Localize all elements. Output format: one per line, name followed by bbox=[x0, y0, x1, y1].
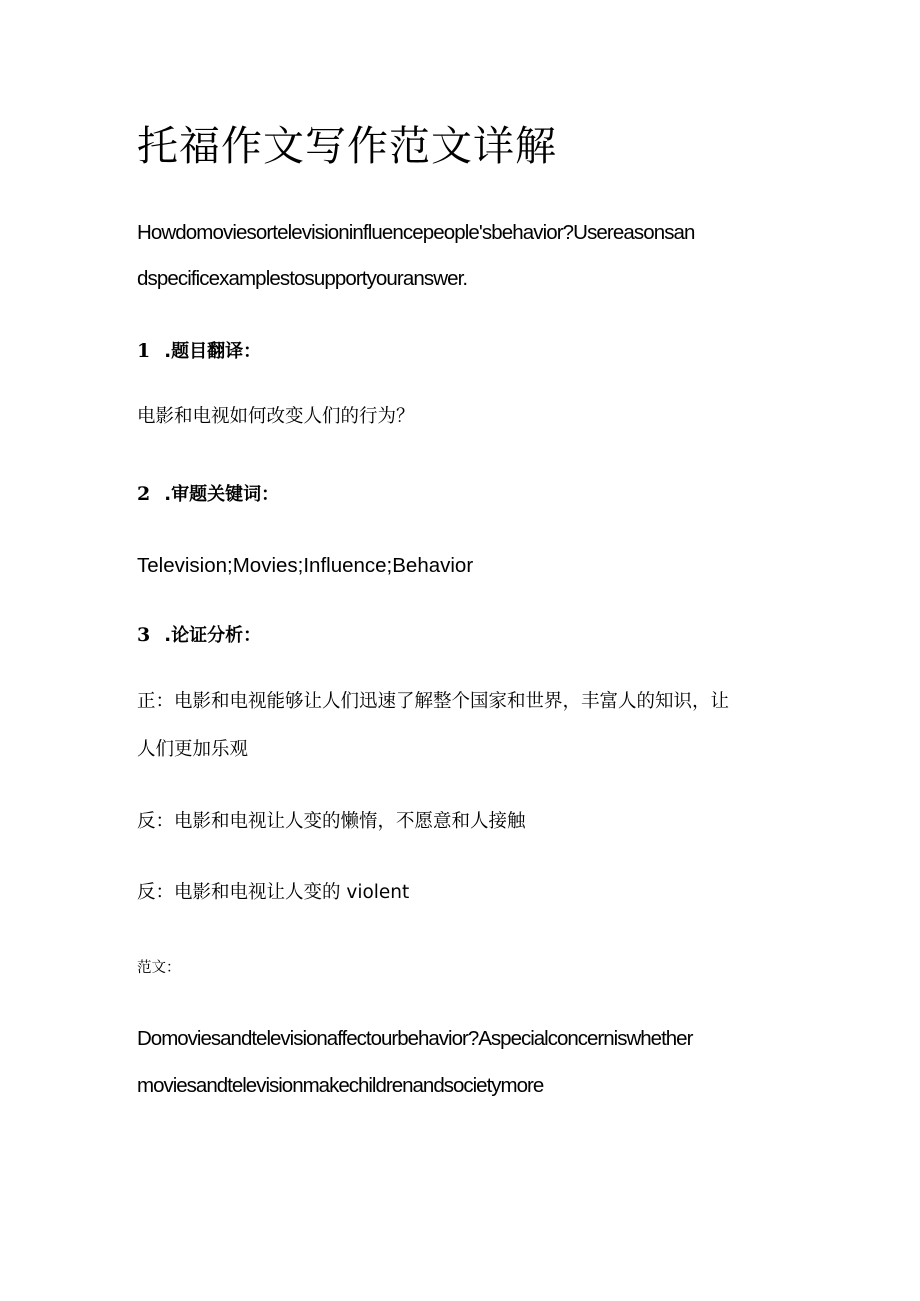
sample-essay-label: 范文： bbox=[137, 960, 181, 976]
section-heading-analysis bbox=[137, 622, 261, 649]
document-title: 托福作文写作范文详解 bbox=[137, 122, 557, 170]
keywords-text: Television;Movies;Influence;Behavior bbox=[137, 554, 474, 577]
section-number: 1 bbox=[137, 340, 151, 362]
section-number: 2 bbox=[137, 483, 151, 505]
essay-line: moviesandtelevisionmakechildrenandsocietymore bbox=[137, 1074, 544, 1097]
section-heading-translation bbox=[137, 338, 261, 365]
section-heading-keywords bbox=[137, 481, 279, 508]
analysis-point: 人们更加乐观 bbox=[137, 739, 249, 760]
section-heading-text: .审题关键词： bbox=[164, 484, 280, 505]
analysis-point: 正：电影和电视能够让人们迅速了解整个国家和世界，丰富人的知识，让 bbox=[137, 691, 730, 712]
analysis-point: 反：电影和电视让人变的 violent bbox=[137, 882, 410, 903]
translation-text: 电影和电视如何改变人们的行为？ bbox=[137, 406, 415, 427]
section-heading-text: .题目翻译： bbox=[164, 341, 262, 362]
prompt-line: dspecificexamplestosupportyouranswer. bbox=[137, 267, 468, 290]
section-number: 3 bbox=[137, 624, 151, 646]
analysis-point: 反：电影和电视让人变的懒惰，不愿意和人接触 bbox=[137, 811, 526, 832]
essay-line: Domoviesandtelevisionaffectourbehavior?Aspecialconcerniswhether bbox=[137, 1027, 693, 1050]
section-heading-text: .论证分析： bbox=[164, 625, 262, 646]
prompt-line: Howdomoviesortelevisioninfluencepeople'sbehavior?Usereasonsan bbox=[137, 221, 695, 244]
